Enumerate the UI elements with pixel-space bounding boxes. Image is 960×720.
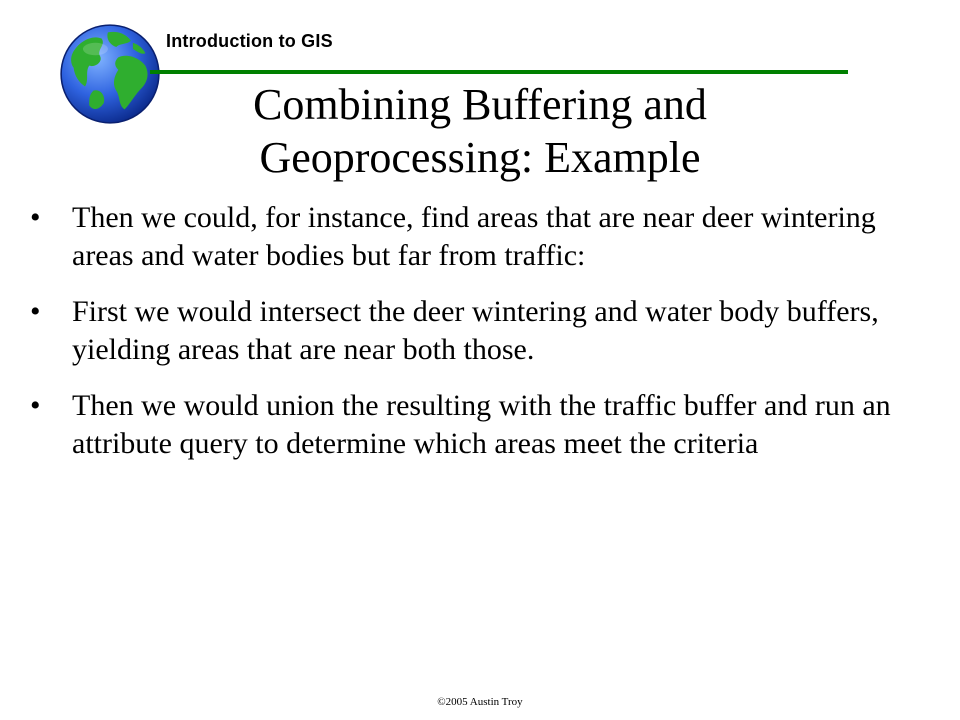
header-rule bbox=[150, 70, 848, 74]
bullet-item bbox=[30, 199, 910, 275]
bullet-marker: • bbox=[30, 295, 41, 328]
slide-title bbox=[110, 78, 850, 184]
slide-title-line-1: Combining Buffering and bbox=[253, 80, 707, 129]
bullet-marker: • bbox=[30, 201, 41, 234]
copyright-footer: ©2005 Austin Troy bbox=[437, 696, 523, 708]
bullet-text: Then we would union the resulting with the traffic buffer and run an attribute query to determine which areas meet the criteria bbox=[72, 389, 891, 460]
course-label: Introduction to GIS bbox=[166, 31, 333, 51]
bullet-marker: • bbox=[30, 389, 41, 422]
bullet-text: Then we could, for instance, find areas that are near deer wintering areas and water bodies but far from traffic: bbox=[72, 201, 876, 272]
bullet-list bbox=[30, 199, 910, 481]
slide-title-line-2: Geoprocessing: Example bbox=[259, 133, 701, 182]
bullet-item bbox=[30, 387, 910, 463]
bullet-text: First we would intersect the deer wintering and water body buffers, yielding areas that are near both those. bbox=[72, 295, 879, 366]
bullet-item bbox=[30, 293, 910, 369]
